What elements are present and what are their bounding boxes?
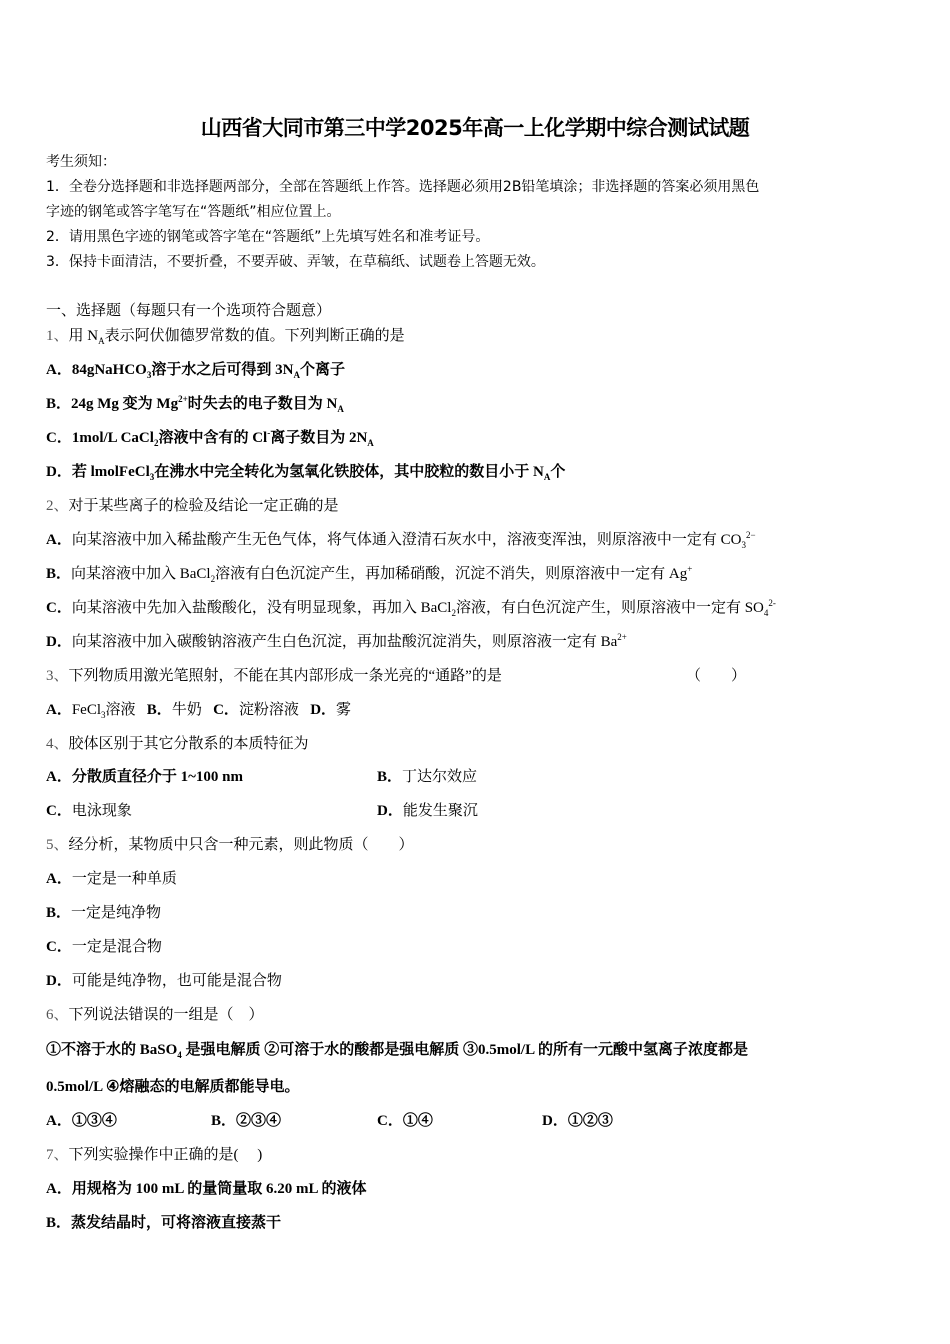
exam-title: 山西省大同市第三中学2025年高一上化学期中综合测试试题 [200, 116, 750, 140]
answer-blank: （ ） [686, 668, 747, 684]
question-6-option-c[interactable]: C．①④ [377, 1113, 433, 1129]
notice-item-2: 2．请用黑色字迹的钢笔或答字笔在“答题纸”上先填写姓名和准考证号。 [46, 229, 490, 245]
notice-item-3: 3．保持卡面清洁，不要折叠，不要弄破、弄皱，在草稿纸、试题卷上答题无效。 [46, 254, 545, 270]
question-2-option-d[interactable]: D．向某溶液中加入碳酸钠溶液产生白色沉淀，再加盐酸沉淀消失，则原溶液一定有 $Ba^{2+}$ [46, 632, 627, 650]
question-1-option-c[interactable]: C．1mol/L CaCl$_2$溶液中含有的 Cl-离子数目为 $2N_A$ [46, 428, 374, 448]
notice-item-1-cont: 字迹的钢笔或答字笔写在“答题纸”相应位置上。 [46, 204, 341, 220]
question-1-option-b[interactable]: B．24g Mg 变为 $Mg^{2+}$时失去的电子数目为 $N_A$ [46, 394, 344, 414]
question-7-option-a[interactable]: A．用规格为 100 mL 的量筒量取 6.20 mL 的液体 [46, 1181, 367, 1197]
question-1-option-d[interactable]: D．若 lmolFeCl$_3$在沸水中完全转化为氢氧化铁胶体，其中胶粒的数目小于 $N_A$个 [46, 464, 566, 482]
question-7-option-b[interactable]: B．蒸发结晶时，可将溶液直接蒸干 [46, 1215, 282, 1231]
question-2-stem: 2、对于某些离子的检验及结论一定正确的是 [46, 498, 339, 514]
question-6-stem: 6、下列说法错误的一组是（ ） [46, 1007, 264, 1023]
question-5-option-a[interactable]: A．一定是一种单质 [46, 871, 177, 887]
notice-item-1: 1．全卷分选择题和非选择题两部分，全部在答题纸上作答。选择题必须用2B铅笔填涂；非选择题的答案必须用黑色 [46, 179, 760, 195]
question-2-option-a[interactable]: A．向某溶液中加入稀盐酸产生无色气体，将气体通入澄清石灰水中，溶液变浑浊，则原溶液中一定有 $CO_3^{2-}$ [46, 530, 756, 550]
notice-heading: 考生须知： [46, 154, 116, 170]
question-5-option-d[interactable]: D．可能是纯净物，也可能是混合物 [46, 973, 282, 989]
question-1-option-a[interactable]: A．84gNaHCO$_3$溶于水之后可得到 $3N_A$个离子 [46, 362, 345, 380]
question-4-option-d[interactable]: D．能发生聚沉 [377, 803, 478, 819]
question-6-option-a[interactable]: A．①③④ [46, 1113, 117, 1129]
question-4-option-a[interactable]: A．分散质直径介于 1~100 nm [46, 769, 243, 785]
question-2-option-b[interactable]: B．向某溶液中加入 BaCl$_2$溶液有白色沉淀产生，再加稀硝酸，沉淀不消失，则原溶液中一定有 Ag+ [46, 564, 693, 584]
question-4-stem: 4、胶体区别于其它分散系的本质特征为 [46, 736, 309, 752]
section-heading: 一、选择题（每题只有一个选项符合题意） [46, 303, 332, 319]
question-3-options[interactable]: A．FeCl$_3$溶液 B．牛奶 C．淀粉溶液 D．雾 [46, 702, 352, 720]
question-6-option-b[interactable]: B．②③④ [211, 1113, 282, 1129]
question-4-option-c[interactable]: C．电泳现象 [46, 803, 132, 819]
question-5-option-c[interactable]: C．一定是混合物 [46, 939, 162, 955]
question-1-stem: 1、用 $N_A$表示阿伏伽德罗常数的值。下列判断正确的是 [46, 328, 405, 346]
question-6-statements-line2: 0.5mol/L ④熔融态的电解质都能导电。 [46, 1079, 300, 1095]
question-4-option-b[interactable]: B．丁达尔效应 [377, 769, 478, 785]
question-6-option-d[interactable]: D．①②③ [542, 1113, 613, 1129]
question-3-stem: 3、下列物质用激光笔照射，不能在其内部形成一条光亮的“通路”的是 （ ） [46, 668, 747, 684]
question-5-stem: 5、经分析，某物质中只含一种元素，则此物质（ ） [46, 837, 414, 853]
question-6-statements-line1: ①不溶于水的 BaSO$_4$ 是强电解质 ②可溶于水的酸都是强电解质 ③0.5mol/L 的所有一元酸中氢离子浓度都是 [46, 1042, 749, 1060]
question-5-option-b[interactable]: B．一定是纯净物 [46, 905, 162, 921]
question-7-stem: 7、下列实验操作中正确的是( ) [46, 1147, 263, 1163]
question-2-option-c[interactable]: C．向某溶液中先加入盐酸酸化，没有明显现象，再加入 BaCl$_2$溶液，有白色沉淀产生，则原溶液中一定有 $SO_4^{2-}$ [46, 598, 776, 618]
